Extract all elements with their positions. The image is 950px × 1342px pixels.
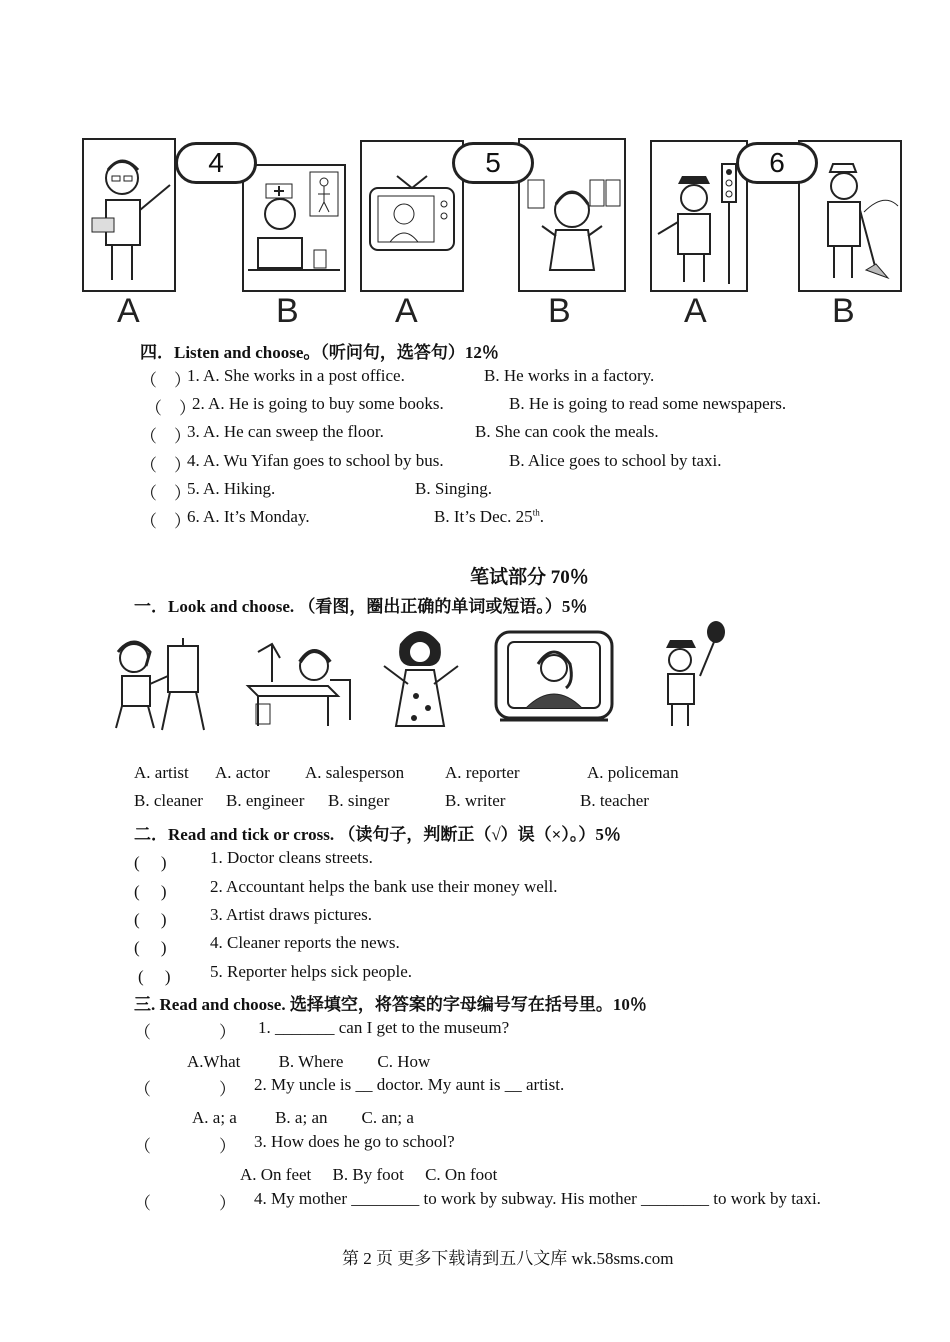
- question-number-5: 5: [452, 142, 534, 184]
- section4-q6-option-a: 6. A. It’s Monday.: [187, 507, 310, 526]
- section4-q2-option-a: 2. A. He is going to buy some books.: [192, 394, 444, 413]
- panel-5a: [360, 140, 464, 292]
- part2-item2-text: 2. Accountant helps the bank use their money well.: [210, 877, 558, 896]
- panel-4b: [242, 164, 346, 292]
- part2-item3-text: 3. Artist draws pictures.: [210, 905, 372, 924]
- part2-item5-paren[interactable]: ( ): [138, 967, 171, 986]
- section4-q1-option-b: B. He works in a factory.: [484, 366, 655, 385]
- part3-q4-stem: 4. My mother ________ to work by subway. His mother ________ to work by taxi.: [254, 1189, 821, 1208]
- section4-q5-option-a: 5. A. Hiking.: [187, 479, 276, 498]
- part3-q3-options: A. On feet B. By foot C. On foot: [240, 1165, 498, 1184]
- part3-q3-stem: 3. How does he go to school?: [254, 1132, 455, 1151]
- option-letter-5b: B: [548, 292, 571, 330]
- option-letter-6b: B: [832, 292, 855, 330]
- section4-q4-option-b: B. Alice goes to school by taxi.: [509, 451, 722, 470]
- section4-q1-option-a: 1. A. She works in a post office.: [187, 366, 405, 385]
- section4-title: 四．Listen and choose。（听问句，选答句）12％: [140, 343, 499, 362]
- option-letter-5a: A: [395, 292, 418, 330]
- part3-q4-paren[interactable]: （ ）: [134, 1194, 236, 1213]
- section4-q3-paren[interactable]: （ ）: [140, 427, 191, 446]
- section4-q6-paren[interactable]: （ ）: [140, 512, 191, 531]
- section4-q4-paren[interactable]: （ ）: [140, 456, 191, 475]
- part1-title: 一．Look and choose. （看图，圈出正确的单词或短语。）5％: [134, 597, 588, 616]
- part1-opt2-b[interactable]: B. engineer: [226, 791, 305, 810]
- part2-item2-paren[interactable]: ( ): [134, 882, 167, 901]
- policeman-icon: [652, 142, 746, 290]
- part1-opt3-b[interactable]: B. singer: [328, 791, 390, 810]
- part1-opt5-b[interactable]: B. teacher: [580, 791, 649, 810]
- part3-q1-options: A.What B. Where C. How: [187, 1052, 431, 1071]
- part1-opt3-a[interactable]: A. salesperson: [305, 763, 405, 782]
- panel-5b: [518, 138, 626, 292]
- part3-q1-stem: 1. _______ can I get to the museum?: [258, 1018, 510, 1037]
- question-number-6: 6: [736, 142, 818, 184]
- singer-icon: [378, 624, 464, 732]
- salesperson-icon: [520, 140, 624, 290]
- part3-q2-stem: 2. My uncle is __ doctor. My aunt is __ artist.: [254, 1075, 565, 1094]
- section4-q3-option-a: 3. A. He can sweep the floor.: [187, 422, 384, 441]
- section4-q6-option-b: [434, 507, 544, 527]
- artist-icon: [108, 632, 212, 732]
- section4-q6-option-b-text: B. It’s Dec. 25: [434, 507, 533, 526]
- part1-opt1-a[interactable]: A. artist: [134, 763, 189, 782]
- part1-opt2-a[interactable]: A. actor: [215, 763, 270, 782]
- section4-q5-option-b: B. Singing.: [415, 479, 492, 498]
- part2-title: 二．Read and tick or cross. （读句子，判断正（√）误（×）。）5％: [134, 825, 621, 844]
- written-part-title: 笔试部分 70％: [470, 567, 589, 588]
- part2-item5-text: 5. Reporter helps sick people.: [210, 962, 413, 981]
- reporter-icon: [492, 628, 616, 730]
- part3-q2-options: A. a; a B. a; an C. an; a: [192, 1108, 414, 1127]
- part1-opt5-a[interactable]: A. policeman: [587, 763, 679, 782]
- section4-q1-paren[interactable]: （ ）: [140, 371, 191, 390]
- doctor-icon: [244, 166, 344, 290]
- option-letter-4b: B: [276, 292, 299, 330]
- section4-q4-option-a: 4. A. Wu Yifan goes to school by bus.: [187, 451, 444, 470]
- section4-q5-paren[interactable]: （ ）: [140, 484, 191, 503]
- part2-item1-text: 1. Doctor cleans streets.: [210, 848, 373, 867]
- engineer-icon: [242, 640, 352, 732]
- panel-4a: [82, 138, 176, 292]
- section4-q6-option-b-end: .: [539, 507, 544, 526]
- section4-q3-option-b: B. She can cook the meals.: [475, 422, 659, 441]
- section4-q2-option-b: B. He is going to read some newspapers.: [509, 394, 787, 413]
- policeman-icon: [652, 618, 728, 730]
- page-footer: 第 2 页 更多下载请到五八文库 wk.58sms.com: [342, 1249, 674, 1268]
- panel-6a: [650, 140, 748, 292]
- part3-q1-paren[interactable]: （ ）: [134, 1023, 236, 1042]
- option-letter-4a: A: [117, 292, 140, 330]
- section4-q6-option-b-sup: th: [532, 507, 540, 518]
- part3-q3-paren[interactable]: （ ）: [134, 1137, 236, 1156]
- part3-q2-paren[interactable]: （ ）: [134, 1080, 236, 1099]
- section4-q2-paren[interactable]: （ ）: [145, 399, 196, 418]
- part1-opt1-b[interactable]: B. cleaner: [134, 791, 203, 810]
- part1-opt4-b[interactable]: B. writer: [445, 791, 506, 810]
- part2-item4-paren[interactable]: ( ): [134, 938, 167, 957]
- part2-item3-paren[interactable]: ( ): [134, 910, 167, 929]
- part2-item1-paren[interactable]: ( ): [134, 853, 167, 872]
- question-number-4: 4: [175, 142, 257, 184]
- part1-opt4-a[interactable]: A. reporter: [445, 763, 520, 782]
- part2-item4-text: 4. Cleaner reports the news.: [210, 933, 400, 952]
- teacher-icon: [84, 140, 174, 290]
- tv-reporter-icon: [362, 142, 462, 290]
- part3-title: 三. Read and choose. 选择填空，将答案的字母编号写在括号里。10％: [134, 995, 647, 1014]
- option-letter-6a: A: [684, 292, 707, 330]
